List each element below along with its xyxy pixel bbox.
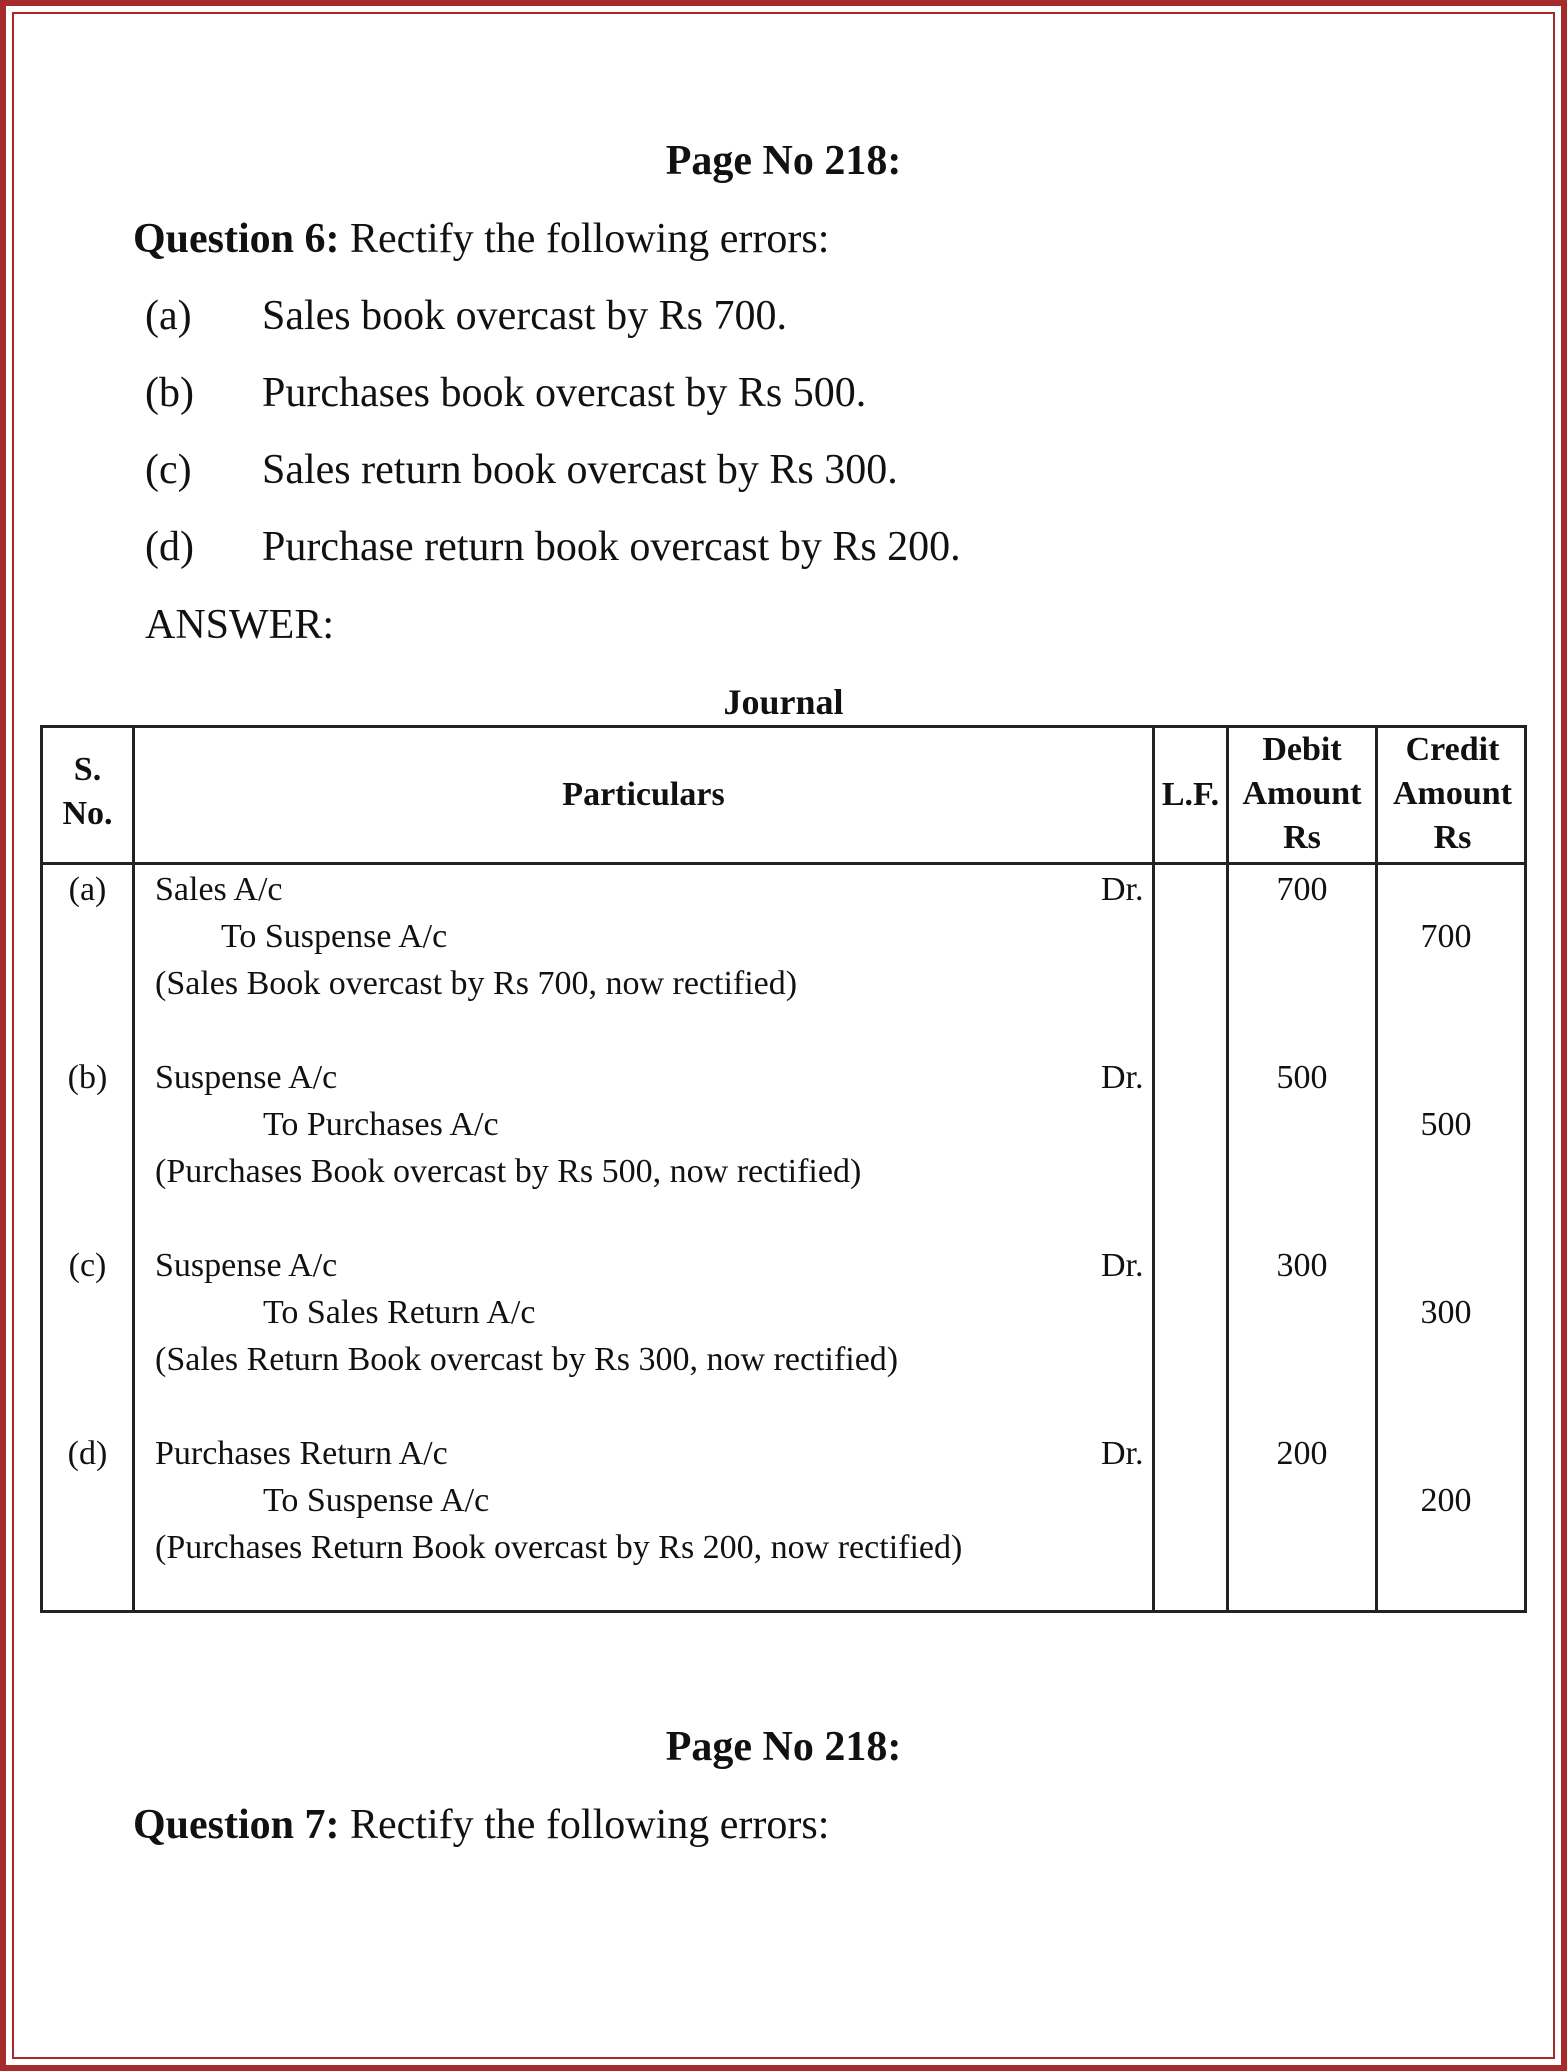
item-label: (a) [145, 293, 192, 339]
page-heading-2: Page No 218: [665, 1724, 902, 1770]
header-credit-line3: Rs [1433, 819, 1472, 856]
column-divider [1226, 728, 1229, 1610]
header-divider [43, 862, 1524, 865]
item-label: (d) [145, 524, 194, 570]
header-credit-line2: Amount [1392, 775, 1513, 812]
question-6 [133, 214, 829, 264]
header-credit [1378, 728, 1527, 860]
entry-credit-amount: 300 [1420, 1294, 1472, 1331]
header-debit-line3: Rs [1283, 819, 1321, 856]
header-debit-line1: Debit [1262, 731, 1342, 768]
item-text: Purchase return book overcast by Rs 200. [262, 524, 961, 570]
entry-narration: (Sales Return Book overcast by Rs 300, now rectified) [155, 1341, 899, 1378]
header-credit-line1: Credit [1405, 731, 1500, 768]
entry-sno: (b) [67, 1059, 108, 1096]
entry-sno: (c) [68, 1247, 107, 1284]
header-sno-line1: S. [73, 751, 102, 788]
entry-dr: Dr. [1101, 1247, 1144, 1284]
entry-debit-amount: 700 [1276, 871, 1328, 908]
entry-narration: (Sales Book overcast by Rs 700, now rectified) [155, 965, 798, 1002]
question-6-text: Rectify the following errors: [339, 216, 830, 262]
entry-credit-amount: 700 [1420, 918, 1472, 955]
header-debit-line2: Amount [1242, 775, 1362, 812]
journal-title: Journal [723, 682, 844, 722]
entry-debit-account: Sales A/c [155, 871, 283, 908]
column-divider [132, 728, 135, 1610]
header-sno-line2: No. [62, 795, 113, 832]
question-6-item-b [145, 368, 866, 418]
entry-sno: (d) [67, 1435, 108, 1472]
question-6-label: Question 6: [133, 216, 340, 262]
question-6-item-a [145, 291, 787, 341]
column-divider [1152, 728, 1155, 1610]
entry-narration: (Purchases Book overcast by Rs 500, now rectified) [155, 1153, 862, 1190]
item-text: Purchases book overcast by Rs 500. [262, 370, 867, 416]
entry-credit-amount: 200 [1420, 1482, 1472, 1519]
question-7-text: Rectify the following errors: [339, 1802, 830, 1848]
header-debit [1229, 728, 1375, 860]
entry-credit-account: To Purchases A/c [263, 1106, 499, 1143]
entry-dr: Dr. [1101, 1435, 1144, 1472]
entry-credit-account: To Sales Return A/c [263, 1294, 536, 1331]
entry-debit-amount: 300 [1276, 1247, 1328, 1284]
page-heading: Page No 218: [665, 138, 902, 184]
question-7 [133, 1800, 829, 1850]
item-text: Sales book overcast by Rs 700. [262, 293, 787, 339]
header-sno [43, 748, 132, 836]
question-6-item-d [145, 522, 961, 572]
item-label: (b) [145, 370, 194, 416]
entry-credit-amount: 500 [1420, 1106, 1472, 1143]
entry-debit-account: Suspense A/c [155, 1247, 338, 1284]
header-lf: L.F. [1161, 776, 1220, 813]
header-particulars: Particulars [562, 776, 725, 813]
entry-credit-account: To Suspense A/c [263, 1482, 490, 1519]
entry-debit-amount: 200 [1276, 1435, 1328, 1472]
entry-sno: (a) [68, 871, 107, 908]
entry-credit-account: To Suspense A/c [221, 918, 448, 955]
item-label: (c) [145, 447, 192, 493]
entry-debit-account: Purchases Return A/c [155, 1435, 448, 1472]
entry-dr: Dr. [1101, 1059, 1144, 1096]
question-7-label: Question 7: [133, 1802, 340, 1848]
item-text: Sales return book overcast by Rs 300. [262, 447, 898, 493]
entry-narration: (Purchases Return Book overcast by Rs 200, now rectified) [155, 1529, 963, 1566]
entry-debit-account: Suspense A/c [155, 1059, 338, 1096]
entry-debit-amount: 500 [1276, 1059, 1328, 1096]
answer-label: ANSWER: [145, 602, 334, 648]
journal-table [40, 725, 1527, 1613]
question-6-item-c [145, 445, 898, 495]
entry-dr: Dr. [1101, 871, 1144, 908]
